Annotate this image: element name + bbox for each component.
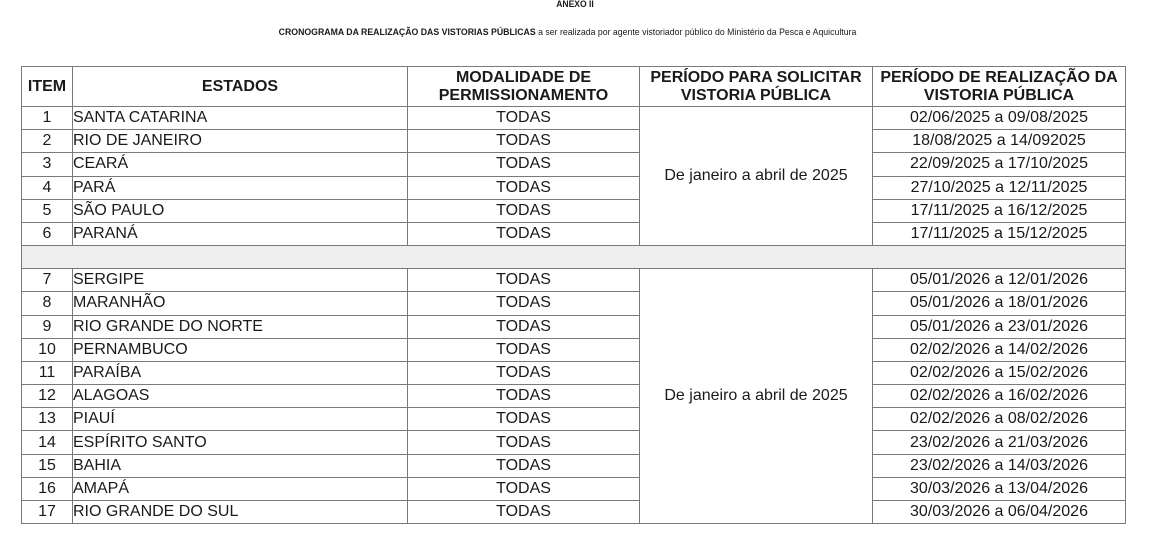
execution-period-cell: 22/09/2025 a 17/10/2025 (873, 153, 1126, 176)
group-separator-row (22, 246, 1126, 269)
table-row (22, 431, 1126, 454)
execution-period-cell: 17/11/2025 a 16/12/2025 (873, 199, 1126, 222)
modality-cell: TODAS (408, 315, 640, 338)
document-subtitle (45, 27, 1089, 38)
header-request-line1: PERÍODO PARA SOLICITAR (650, 68, 862, 86)
state-cell: RIO GRANDE DO NORTE (73, 315, 408, 338)
table-row (22, 385, 1126, 408)
table-row (22, 361, 1126, 384)
state-cell: RIO DE JANEIRO (73, 130, 408, 153)
request-period-cell: De janeiro a abril de 2025 (640, 107, 873, 246)
execution-period-cell: 23/02/2026 a 21/03/2026 (873, 431, 1126, 454)
state-cell: PARANÁ (73, 222, 408, 245)
item-cell: 1 (22, 107, 73, 130)
state-cell: ALAGOAS (73, 385, 408, 408)
state-cell: RIO GRANDE DO SUL (73, 501, 408, 524)
execution-period-cell: 18/08/2025 a 14/092025 (873, 130, 1126, 153)
item-cell: 3 (22, 153, 73, 176)
item-cell: 9 (22, 315, 73, 338)
table-row (22, 107, 1126, 130)
execution-period-cell: 27/10/2025 a 12/11/2025 (873, 176, 1126, 199)
modality-cell: TODAS (408, 292, 640, 315)
modality-cell: TODAS (408, 176, 640, 199)
execution-period-cell: 05/01/2026 a 23/01/2026 (873, 315, 1126, 338)
table-row (22, 199, 1126, 222)
item-cell: 17 (22, 501, 73, 524)
execution-period-cell: 30/03/2026 a 06/04/2026 (873, 501, 1126, 524)
state-cell: AMAPÁ (73, 477, 408, 500)
annex-title: ANEXO II (556, 0, 594, 10)
item-cell: 16 (22, 477, 73, 500)
item-cell: 13 (22, 408, 73, 431)
modality-cell: TODAS (408, 222, 640, 245)
modality-cell: TODAS (408, 431, 640, 454)
state-cell: SÃO PAULO (73, 199, 408, 222)
item-cell: 14 (22, 431, 73, 454)
item-cell: 4 (22, 176, 73, 199)
schedule-table (21, 66, 1126, 524)
state-cell: MARANHÃO (73, 292, 408, 315)
state-cell: PIAUÍ (73, 408, 408, 431)
item-cell: 2 (22, 130, 73, 153)
table-header-row (22, 67, 1126, 107)
table-row (22, 222, 1126, 245)
table-row (22, 338, 1126, 361)
table-row (22, 269, 1126, 292)
item-cell: 6 (22, 222, 73, 245)
item-cell: 7 (22, 269, 73, 292)
request-period-cell: De janeiro a abril de 2025 (640, 269, 873, 524)
header-states: ESTADOS (73, 67, 408, 107)
modality-cell: TODAS (408, 338, 640, 361)
item-cell: 10 (22, 338, 73, 361)
table-row (22, 408, 1126, 431)
state-cell: PARÁ (73, 176, 408, 199)
header-execution-period (873, 67, 1126, 107)
modality-cell: TODAS (408, 385, 640, 408)
table-row (22, 501, 1126, 524)
modality-cell: TODAS (408, 199, 640, 222)
execution-period-cell: 05/01/2026 a 18/01/2026 (873, 292, 1126, 315)
state-cell: CEARÁ (73, 153, 408, 176)
modality-cell: TODAS (408, 454, 640, 477)
modality-cell: TODAS (408, 501, 640, 524)
modality-cell: TODAS (408, 269, 640, 292)
table-row (22, 454, 1126, 477)
modality-cell: TODAS (408, 130, 640, 153)
modality-cell: TODAS (408, 477, 640, 500)
item-cell: 5 (22, 199, 73, 222)
table-row (22, 153, 1126, 176)
modality-cell: TODAS (408, 153, 640, 176)
execution-period-cell: 17/11/2025 a 15/12/2025 (873, 222, 1126, 245)
header-request-period (640, 67, 873, 107)
execution-period-cell: 23/02/2026 a 14/03/2026 (873, 454, 1126, 477)
execution-period-cell: 02/02/2026 a 14/02/2026 (873, 338, 1126, 361)
table-row (22, 176, 1126, 199)
header-item: ITEM (22, 67, 73, 107)
subtitle-bold: CRONOGRAMA DA REALIZAÇÃO DAS VISTORIAS PÚBLICAS (278, 27, 536, 38)
execution-period-cell: 02/02/2026 a 08/02/2026 (873, 408, 1126, 431)
state-cell: ESPÍRITO SANTO (73, 431, 408, 454)
header-execution-line2: VISTORIA PÚBLICA (923, 86, 1075, 104)
execution-period-cell: 30/03/2026 a 13/04/2026 (873, 477, 1126, 500)
header-request-line2: VISTORIA PÚBLICA (680, 86, 832, 104)
modality-cell: TODAS (408, 107, 640, 130)
item-cell: 12 (22, 385, 73, 408)
modality-cell: TODAS (408, 361, 640, 384)
state-cell: SANTA CATARINA (73, 107, 408, 130)
state-cell: SERGIPE (73, 269, 408, 292)
header-modality (408, 67, 640, 107)
subtitle-rest: a ser realizada por agente vistoriador público do Ministério da Pesca e Aquicultura (535, 27, 857, 38)
table-row (22, 315, 1126, 338)
table-row (22, 130, 1126, 153)
modality-cell: TODAS (408, 408, 640, 431)
state-cell: PARAÍBA (73, 361, 408, 384)
execution-period-cell: 02/06/2025 a 09/08/2025 (873, 107, 1126, 130)
header-modality-line1: MODALIDADE DE (455, 68, 592, 86)
item-cell: 11 (22, 361, 73, 384)
header-execution-line1: PERÍODO DE REALIZAÇÃO DA (880, 68, 1118, 86)
header-modality-line2: PERMISSIONAMENTO (438, 86, 609, 104)
table-row (22, 477, 1126, 500)
item-cell: 8 (22, 292, 73, 315)
table-row (22, 292, 1126, 315)
execution-period-cell: 02/02/2026 a 15/02/2026 (873, 361, 1126, 384)
separator-cell (22, 246, 1126, 269)
item-cell: 15 (22, 454, 73, 477)
execution-period-cell: 02/02/2026 a 16/02/2026 (873, 385, 1126, 408)
state-cell: BAHIA (73, 454, 408, 477)
execution-period-cell: 05/01/2026 a 12/01/2026 (873, 269, 1126, 292)
state-cell: PERNAMBUCO (73, 338, 408, 361)
